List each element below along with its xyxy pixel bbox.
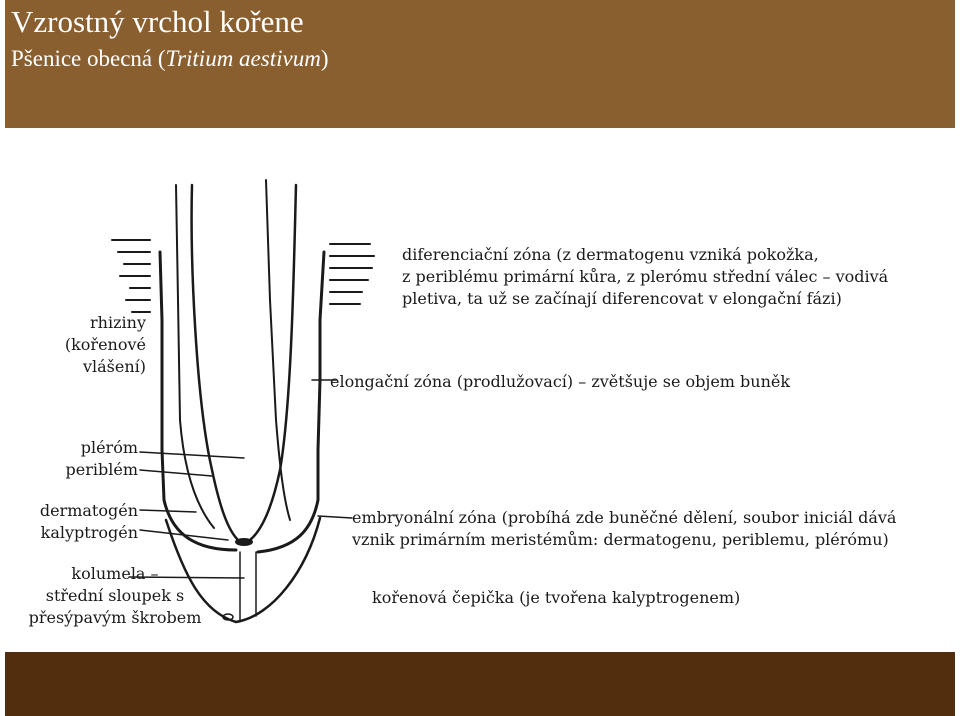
- label-kolumela-line3: přesýpavým škrobem: [28, 608, 202, 627]
- label-plerom: pléróm: [80, 438, 138, 457]
- pointer-dermatogen: [140, 510, 196, 512]
- label-rhiziny: [50, 312, 146, 378]
- label-embryonalni-line1: embryonální zóna (probíhá zde buněčné dělení, soubor iniciál dává: [352, 508, 897, 527]
- label-diferenciacni-zona: [402, 244, 888, 310]
- label-diferenciacni-line1: diferenciační zóna (z dermatogenu vzniká pokožka,: [402, 245, 819, 264]
- subtitle-latin-name: Tritium aestivum: [165, 46, 321, 71]
- label-periblem: periblém: [65, 460, 138, 479]
- subtitle-suffix: ): [320, 46, 329, 71]
- label-diferenciacni-line3: pletiva, ta už se začínají diferencovat v elongační fázi): [402, 289, 842, 308]
- label-korenova-cepicka: kořenová čepička (je tvořena kalyptrogenem): [372, 588, 741, 607]
- cortex-right-line: [266, 180, 290, 520]
- root-outer-right-wall: [258, 252, 324, 552]
- label-kolumela-line1: kolumela –: [71, 564, 159, 583]
- label-diferenciacni-line2: z periblému primární kůra, z plerómu střední válec – vodivá: [402, 267, 889, 286]
- slide-title: Vzrostný vrchol kořene: [11, 4, 304, 39]
- label-kolumela: [12, 563, 218, 629]
- bracket-embryonal: [318, 516, 352, 518]
- label-kalyptrogen: kalyptrogén: [40, 523, 138, 542]
- subtitle-prefix: Pšenice obecná (: [11, 46, 166, 71]
- root-outer-left-wall: [160, 252, 236, 550]
- stele-left-line: [192, 185, 238, 540]
- pointer-kalyptrogen: [140, 530, 228, 540]
- label-rhiziny-line3: vlášení): [82, 357, 146, 376]
- pointer-plerom: [140, 452, 244, 458]
- label-elongacni-zona: elongační zóna (prodlužovací) – zvětšuje se objem buněk: [330, 372, 791, 391]
- label-rhiziny-line1: rhiziny: [90, 313, 146, 332]
- label-kolumela-line2: střední sloupek s: [45, 586, 185, 605]
- initials-blob: [235, 538, 253, 546]
- label-embryonalni-line2: vznik primárním meristémům: dermatogenu, periblemu, plérómu): [352, 530, 889, 549]
- cortex-left-line: [176, 185, 214, 528]
- label-embryonalni-zona: [352, 507, 896, 551]
- pointer-periblem: [140, 470, 212, 476]
- footer-bar: [5, 652, 955, 716]
- label-rhiziny-line2: (kořenové: [64, 335, 146, 354]
- label-dermatogen: dermatogén: [39, 501, 138, 520]
